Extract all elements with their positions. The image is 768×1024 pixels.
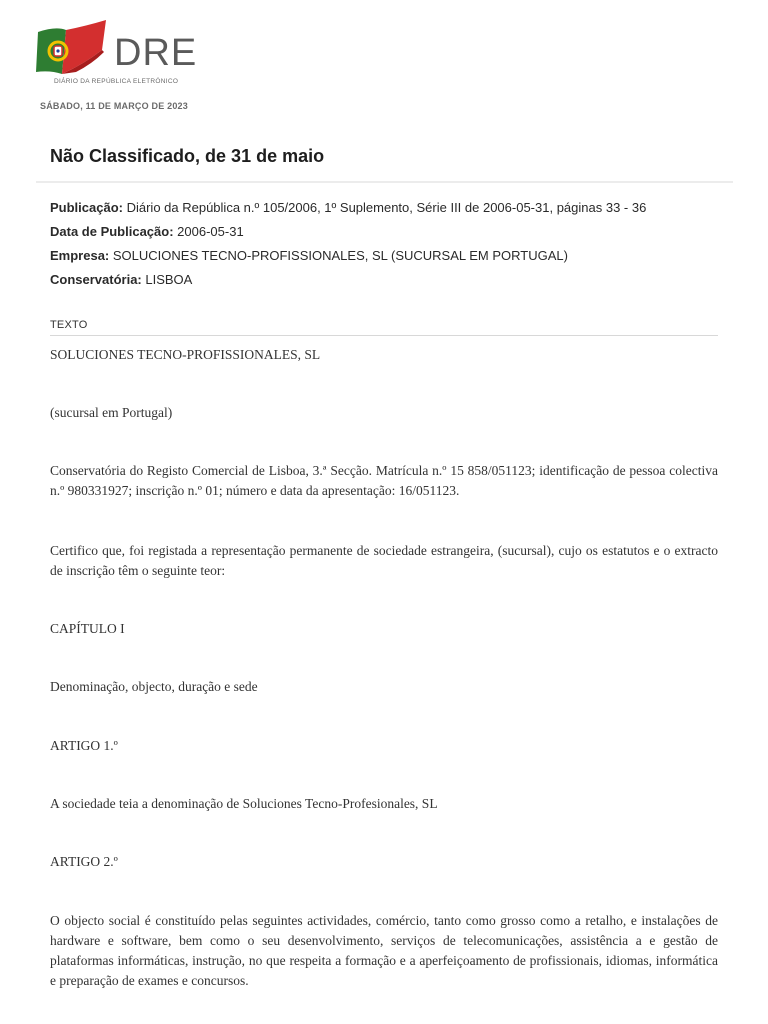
portugal-flag-icon	[36, 20, 112, 76]
publicacao-label: Publicação:	[50, 200, 123, 215]
meta-conservatoria	[50, 270, 660, 290]
meta-data-publicacao	[50, 222, 660, 242]
texto-divider	[50, 335, 718, 336]
paragraph-registry: Conservatória do Registo Comercial de Lisboa, 3.ª Secção. Matrícula n.º 15 858/051123; identificação de pessoa colectiva n.º 980331927; inscrição n.º 01; número e data da apresentação: 16/051123.	[50, 463, 718, 498]
empresa-label: Empresa:	[50, 248, 110, 263]
publicacao-value: Diário da República n.º 105/2006, 1º Suplemento, Série III de 2006-05-31, páginas 33 - 36	[126, 200, 647, 215]
paragraph-certification: Certifico que, foi registada a representação permanente de sociedade estrangeira, (sucursal), cujo os estatutos e o extracto de inscrição têm o seguinte teor:	[50, 543, 718, 578]
brand-name: DRE	[114, 32, 198, 74]
paragraph-article-1-text: A sociedade teia a denominação de Soluciones Tecno-Profesionales, SL	[50, 796, 438, 811]
title-divider	[36, 181, 733, 183]
brand-subtitle: DIÁRIO DA REPÚBLICA ELETRÓNICO	[54, 78, 179, 85]
empresa-value: SOLUCIONES TECNO-PROFISSIONALES, SL (SUCURSAL EM PORTUGAL)	[112, 248, 568, 263]
texto-section-label: TEXTO	[50, 319, 88, 331]
paragraph-article-2-heading: ARTIGO 2.º	[50, 854, 118, 869]
paragraph-company-name: SOLUCIONES TECNO-PROFISSIONALES, SL	[50, 347, 321, 362]
data-publicacao-value: 2006-05-31	[177, 224, 244, 239]
paragraph-article-1-heading: ARTIGO 1.º	[50, 738, 118, 753]
paragraph-article-2-text: O objecto social é constituído pelas seguintes actividades, comércio, tanto como grosso como a retalho, e instalações de hardware e software, bem como o seu desenvolvimento, serviços de telecomunicações, assistência a e gestão de plataformas informáticas, instrução, no que respeita a formação e a aperfeiçoamento de profissionais, idiomas, informática e preparação de exames e concursos.	[50, 913, 718, 988]
current-date: SÁBADO, 11 DE MARÇO DE 2023	[40, 101, 188, 111]
paragraph-chapter-subtitle: Denominação, objecto, duração e sede	[50, 679, 258, 694]
data-publicacao-label: Data de Publicação:	[50, 224, 174, 239]
meta-publicacao	[50, 198, 660, 218]
paragraph-branch: (sucursal em Portugal)	[50, 405, 173, 420]
paragraph-chapter-heading: CAPÍTULO I	[50, 621, 125, 636]
conservatoria-label: Conservatória:	[50, 272, 142, 287]
conservatoria-value: LISBOA	[145, 272, 193, 287]
page-title: Não Classificado, de 31 de maio	[50, 146, 325, 166]
document-metadata	[50, 198, 660, 294]
meta-empresa	[50, 246, 660, 266]
dre-logo[interactable]	[36, 20, 196, 90]
